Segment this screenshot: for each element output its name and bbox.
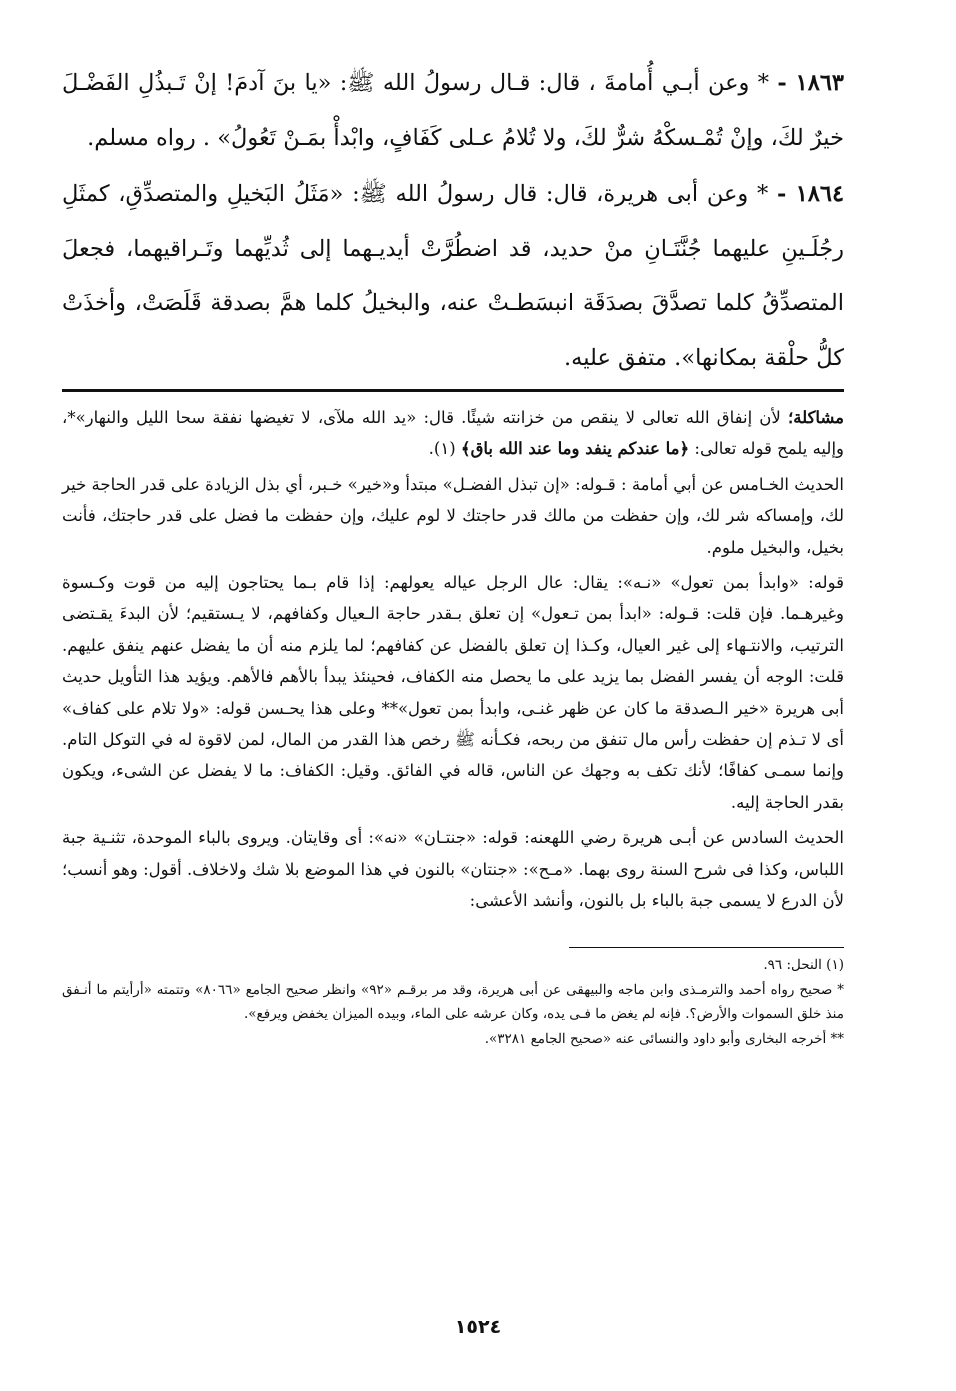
footnote-item: ** أخرجه البخارى وأبو داود والنسائى عنه «صحيح الجامع ٣٢٨١».: [484, 1031, 844, 1047]
commentary-text: لأن إنفاق الله تعالى لا ينقص من خزانته شيئًا. قال: «يد الله ملآى، لا تغيضها نفقة سحا الليل والنهار»*، وإليه يلمح قوله تعالى:: [62, 408, 844, 459]
hadith-1863: [62, 56, 844, 165]
footnote-divider: [569, 947, 844, 948]
page-content: [62, 56, 844, 1054]
hadith-marker: *: [757, 70, 769, 96]
commentary-paragraph: [62, 402, 844, 465]
commentary-paragraph: الحديث الخـامس عن أبي أمامة : قـوله: «إن تبذل الفضـل» مبتدأ و«خير» خـبر، أي بذل الزيادة على قدر الحاجة خير لك، وإمساكه شر لك، وإن حفظت من مالك قدر حاجتك لا لوم عليك، وإن حفظت ما فضل على قدر حاجتك، فأنت بخيل، والبخيل ملوم.: [62, 474, 844, 557]
hadith-text: وعن أبى هريرة، قال: قال رسولُ الله ﷺ: «مَثَلُ البَخيلِ والمتصدِّقِ، كمثَلِ رجُلَـينِ عليهما جُنَّتَـانِ منْ حديد، قد اضطُرَّتْ أيديـهما إلى ثُديِّهما وتَـراقيهما، فجعلَ المتصدِّقُ كلما تصدَّقَ بصدَقَة انبسَطـتْ عنه، والبخيلُ كلما همَّ بصدقة قَلَصَتْ، وأخذَتْ كلُّ حلْقة بمكانها». متفق عليه.: [62, 181, 844, 371]
page-number: ١٥٢٤: [454, 1316, 502, 1338]
section-divider: [62, 389, 844, 392]
hadith-marker: *: [756, 181, 769, 207]
footnote-ref: (١).: [428, 439, 456, 459]
footnote-item: (١) النحل: ٩٦.: [763, 956, 844, 973]
footnote-item: * صحيح رواه أحمد والترمـذى وابن ماجه والبيهقى عن أبى هريرة، وقد مر برقـم «٩٢» وانظر صحيح الجامع «٨٠٦٦» وتتمته «أرأيتم ما أنـفق منذ خلق السموات والأرض؟. فإنه لم يغض ما فـى يده، وكان عرشه على الماء، وبيده الميزان يخفض ويرفع».: [62, 982, 844, 1022]
commentary-paragraph: قوله: «وابدأ بمن تعول» «نـه»: يقال: عال الرجل عياله يعولهم: إذا قام بـما يحتاجون إليه من قوت وكـسوة وغيرهـما. فإن قلت: قـوله: «ابدأ بمن تـعول» إن تعلق بـقدر حاجة الـعيال وكفافهم، لا يـستقيم؛ لأن البدءَ يقـتضى الترتيب، والانتـهاء إلى غير العيال، وكـذا إن تعلق بالفضل عن كفافهم؛ لما يلزم منه أن ما يفضل عنهم ينفق عليهم. قلت: الوجه أن يفسر الفضل بما يزيد على ما يحصل منه الكفاف، فحينئذ يبدأ بالأهم فالأهم. ويؤيد هذا التأويل حديث أبى هريرة «خير الـصدقة ما كان عن ظهر غنـى، وابدأ بمن تعول»** وعلى هذا يحـسن قوله: «ولا تلام على كفاف» أى لا تـذم إن حفظت رأس مال تنفق من ربحه، فكـأنه ﷺ رخص هذا القدر من المال، لمن لاقوة له في التوكل التام. وإنما سمـى كفافًا؛ لأنك تكف به وجهك عن الناس، قاله في الفائق. وقيل: الكفاف: ما لا يفضل عن الشىء، ويكون بقدر الحاجة إليه.: [62, 573, 844, 812]
hadith-number: ١٨٦٤ -: [776, 181, 845, 207]
commentary: [62, 402, 844, 917]
hadith-number: ١٨٦٣ -: [777, 70, 845, 96]
footnotes: [62, 954, 844, 1052]
commentary-paragraph: الحديث السادس عن أبـى هريرة رضي اللهعنه: قوله: «جنتـان» «نه»: أى وقايتان. ويروى بالباء الموحدة، تثنـية جبة اللباس، وكذا فى شرح السنة روى بهما. «مـح»: «جنتان» بالنون في هذا الموضع بلا شك ولاخلاف. أقول: وهو أنسب؛ لأن الدرع لا يسمى جبة بالباء بل بالنون، وأنشد الأعشى:: [62, 828, 844, 911]
commentary-lead: مشاكلة؛: [788, 408, 845, 427]
hadith-1864: [62, 167, 844, 385]
quran-quote: ﴿ما عندكم ينفد وما عند الله باق﴾: [460, 439, 690, 459]
hadith-text: وعن أبـي أُمامةَ ، قال: قـال رسولُ الله ﷺ: «يا بنَ آدمَ! إنْ تَـبذُلِ الفَضْـلَ خيرٌ لكَ، وإنْ تُمْـسكْهُ شرٌّ لكَ، ولا تُلامُ عـلى كَفَافٍ، وابْدأْ بمَـنْ تَعُولُ» . رواه مسلم.: [62, 70, 844, 151]
